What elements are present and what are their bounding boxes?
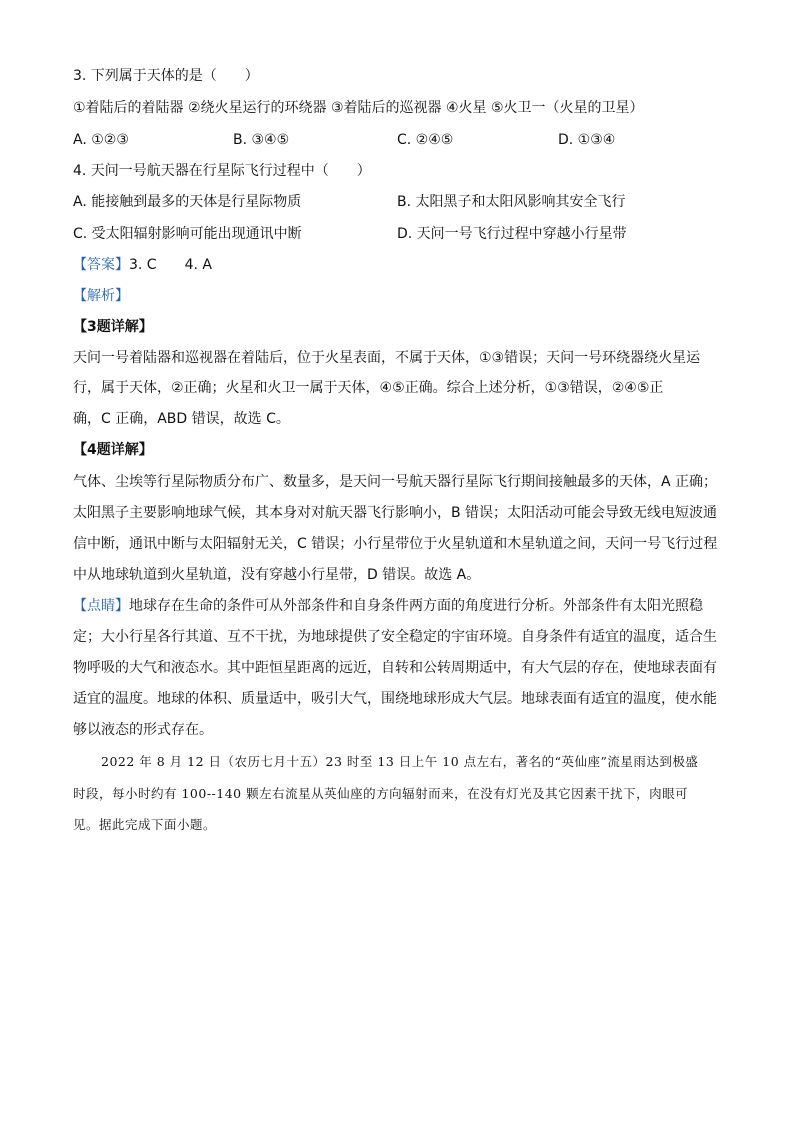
detail3-line: 天问一号着陆器和巡视器在着陆后，位于火星表面，不属于天体，①③错误；天问一号环绕器绕火星运	[73, 350, 701, 366]
detail3-line: 行，属于天体，②正确；火星和火卫一属于天体，④⑤正确。综合上述分析，①③错误，②④⑤正	[73, 380, 664, 396]
q4-option-c: C. 受太阳辐射影响可能出现通讯中断	[73, 226, 302, 242]
detail4-line: 太阳黑子主要影响地球气候，其本身对对航天器飞行影响小，B 错误；太阳活动可能会导致无线电短波通	[73, 505, 718, 521]
q4-option-d: D. 天问一号飞行过程中穿越小行星带	[397, 226, 627, 242]
passage-line: 见。据此完成下面小题。	[73, 817, 217, 832]
passage-line: 2022 年 8 月 12 日（农历七月十五）23 时至 13 日上午 10 点左右，著名的“英仙座”流星雨达到极盛	[101, 754, 699, 769]
tip-label: 【点睛】	[73, 598, 129, 614]
detail3-label: 【3题详解】	[73, 319, 153, 335]
q3-option-b: B. ③④⑤	[233, 132, 290, 148]
detail4-line: 信中断，通讯中断与太阳辐射无关，C 错误；小行星带位于火星轨道和木星轨道之间，天问一号飞行过程	[73, 536, 718, 552]
tip-line: 够以液态的形式存在。	[73, 722, 213, 738]
q4-option-b: B. 太阳黑子和太阳风影响其安全飞行	[397, 194, 626, 210]
detail4-label: 【4题详解】	[73, 442, 153, 458]
q4-stem: 4. 天问一号航天器在行星际飞行过程中（ ）	[73, 163, 371, 179]
answer-line	[73, 255, 212, 275]
detail4-line: 中从地球轨道到火星轨道，没有穿越小行星带，D 错误。故选 A。	[73, 567, 481, 583]
tip-line: 定；大小行星各行其道、互不干扰，为地球提供了安全稳定的宇宙环境。自身条件有适宜的温度，适合生	[73, 629, 717, 645]
q3-stem: 3. 下列属于天体的是（ ）	[73, 68, 259, 84]
detail3-line: 确，C 正确，ABD 错误，故选 C。	[73, 411, 290, 427]
q4-option-a: A. 能接触到最多的天体是行星际物质	[73, 194, 302, 210]
q3-option-c: C. ②④⑤	[397, 132, 454, 148]
tip-line	[73, 596, 703, 616]
q3-option-d: D. ①③④	[558, 132, 616, 148]
tip-line: 物呼吸的大气和液态水。其中距恒星距离的远近，自转和公转周期适中，有大气层的存在，使地球表面有	[73, 660, 717, 676]
q3-option-a: A. ①②③	[73, 132, 129, 148]
answer-text: 3. C 4. A	[129, 257, 212, 273]
tip-first: 地球存在生命的条件可从外部条件和自身条件两方面的角度进行分析。外部条件有太阳光照稳	[129, 598, 703, 614]
passage-line: 时段，每小时约有 100--140 颗左右流星从英仙座的方向辐射而来，在没有灯光及其它因素干扰下，肉眼可	[73, 786, 689, 801]
detail4-line: 气体、尘埃等行星际物质分布广、数量多，是天问一号航天器行星际飞行期间接触最多的天体，A 正确；	[73, 474, 718, 490]
q3-items: ①着陆后的着陆器 ②绕火星运行的环绕器 ③着陆后的巡视器 ④火星 ⑤火卫一（火星的卫星）	[73, 100, 644, 116]
analysis-label: 【解析】	[73, 288, 129, 304]
tip-line: 适宜的温度。地球的体积、质量适中，吸引大气，围绕地球形成大气层。地球表面有适宜的温度，使水能	[73, 691, 717, 707]
answer-label: 【答案】	[73, 257, 129, 273]
